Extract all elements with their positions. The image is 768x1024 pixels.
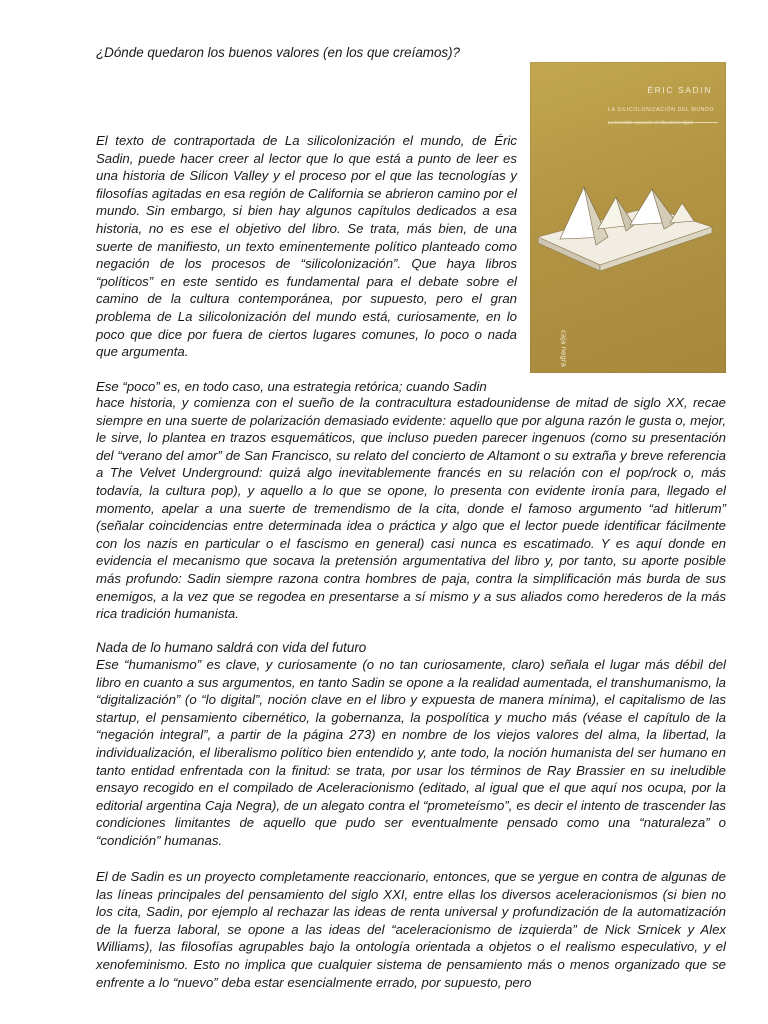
book-cover-image [530,62,726,373]
cover-author: ÉRIC SADIN [647,85,712,95]
cover-book-title: LA SILICOLONIZACIÓN DEL MUNDO [608,102,718,123]
publisher-logo: caja negra [559,330,568,367]
paragraph-rhetoric: hace historia, y comienza con el sueño de la contracultura estadounidense de mitad de siglo XX, recae siempre en una suerte de polarización demasiado evidente: aquello que por alguna razón le gusta o, mejor, le sirve, lo plantea en trazos esquemáticos, que incluso pueden parecer ingenuos (como su presentación del “verano del amor” de San Francisco, su relato del concierto de Altamont o su extraña y breve referencia a The Velvet Underground: quizá algo inevitablemente francés en su relación con el pop/rock o, más todavía, la cultura pop), y aquello a lo que se opone, lo presenta con evidente ironía para, llegado el momento, apelar a una suerte de tremendismo de la cita, donde el famoso argumento “ad hitlerum” (señalar coincidencias entre determinada idea o práctica y algo que el lector puede identificar fácilmente con los nazis en particular o el fascismo en general) casi nunca es escatimado. Y es aquí donde en evidencia el mecanismo que socava la pretensión argumentativa del libro y, por tanto, su aporte posible más profundo: Sadin siempre razona contra hombres de paja, contra la simplificación más burda de sus enemigos, a la vez que se regodea en presentarse a sí mismo y a sus aliados como herederos de la más rica tradición humanista. [96,395,726,622]
pyramids-illustration [530,167,726,277]
paragraph-reactionary: El de Sadin es un proyecto completamente reaccionario, entonces, que se yergue en contra de algunas de las líneas principales del pensamiento del siglo XXI, entre ellas los diversos aceleracionismos (si bien no los cita, Sadin, por ejemplo al rechazar las ideas de renta universal y profundización de la automatización de la fuerza laboral, se opone a las ideas del “aceleracionismo de izquierda” de Nick Srnicek y Alex Williams), las filosofías agrupables bajo la ontología orientada a objetos o el realismo especulativo, y el xenofeminismo. Esto no implica que cualquier sistema de pensamiento más o menos organizado que se enfrente a lo “nuevo” deba estar esencialmente errado, por supuesto, pero [96,869,726,990]
paragraph-intro: El texto de contraportada de La silicolonización el mundo, de Éric Sadin, puede hacer creer al lector que lo que está a punto de leer es una historia de Silicon Valley y el proceso por el que las tecnologías y filosofías agitadas en esa región de California se abrieron camino por el mundo. Sin embargo, si bien hay algunos capítulos dedicados a esa historia, no es ese el objetivo del libro. Se trata, más bien, de una suerte de manifiesto, un texto eminentemente político planteado como negación de los procesos de “silicolonización”. Que haya libros “políticos” en este sentido es fundamental para el debate sobre el camino de la cultura contemporánea, por supuesto, pero el gran problema de La silicolonización del mundo está, curiosamente, en lo poco que dice por fuera de ciertos lugares comunes, lo poco o nada que argumenta. [96,133,517,360]
paragraph-rhetoric-first-line: Ese “poco” es, en todo caso, una estrategia retórica; cuando Sadin [96,379,487,394]
paragraph-humanism: Ese “humanismo” es clave, y curiosamente (o no tan curiosamente, claro) señala el lugar más débil del libro en cuanto a sus argumentos, en tanto Sadin se opone a la realidad aumentada, el transhumanismo, la “digitalización” (o “lo digital”, noción clave en el libro y expuesta de manera mínima), el capitalismo de las startup, el pensamiento cibernético, la gobernanza, la pospolítica y mucho más (véase el capítulo de la “negación integral”, a partir de la página 273) en nombre de los viejos valores del alma, la libertad, la individualización, el liberalismo político bien entendido y, ante todo, la noción humanista del ser humano en tanto entidad enfrentada con la finitud: se trata, por usar los términos de Ray Brassier en su ineludible ensayo recogido en el compilado de Aceleracionismo (editado, al igual que el que aquí nos ocupa, por la editorial argentina Caja Negra), de un alegato contra el “prometeísmo”, es decir el intento de trascender las condiciones limitantes de aquello que pudo ser eventualmente pensado como una “naturaleza” o “condición” humanas. [96,657,726,848]
article-title: ¿Dónde quedaron los buenos valores (en los que creíamos)? [96,45,460,60]
section-subheading: Nada de lo humano saldrá con vida del futuro [96,640,367,655]
cover-subtitle: La irresistible expansión del liberalismo digital [608,120,693,125]
